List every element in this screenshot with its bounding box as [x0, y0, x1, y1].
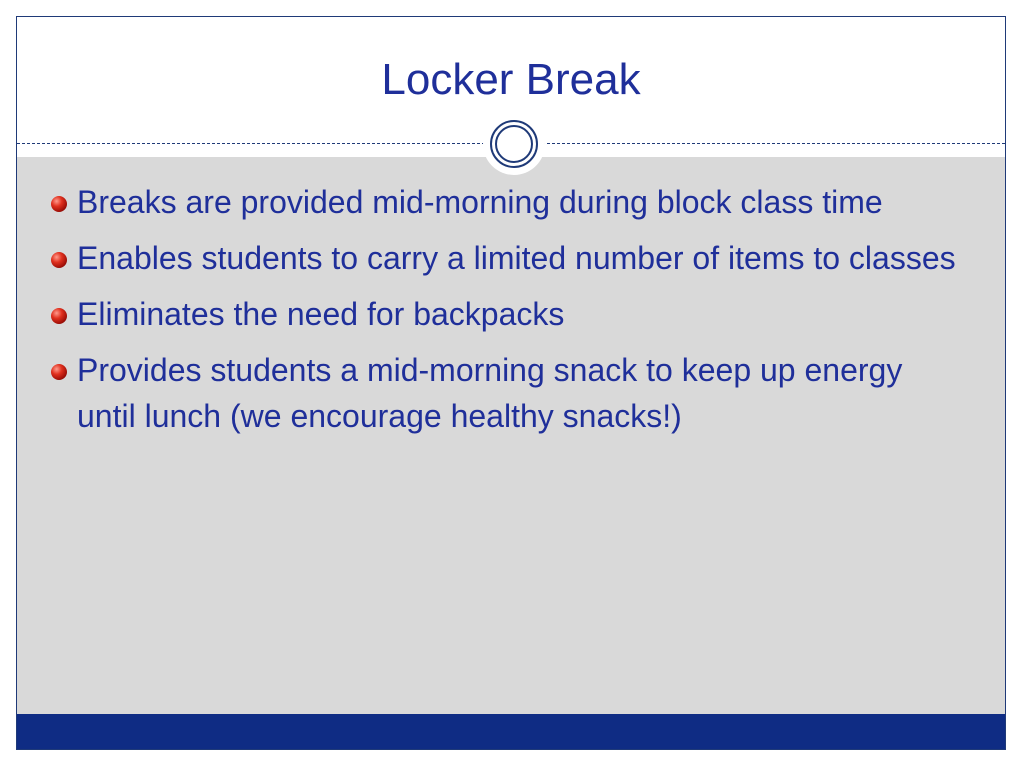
bullet-list — [47, 179, 967, 449]
ornament-outer-ring — [490, 120, 538, 168]
bullet-text: Enables students to carry a limited number of items to classes — [77, 240, 956, 276]
red-sphere-bullet-icon — [51, 364, 67, 380]
bullet-text: Provides students a mid-morning snack to keep up energy until lunch (we encourage healthy snacks!) — [77, 352, 903, 434]
ornament-inner-ring — [495, 125, 533, 163]
slide-frame — [16, 16, 1006, 750]
red-sphere-bullet-icon — [51, 308, 67, 324]
footer-bar — [17, 714, 1005, 749]
bullet-item — [47, 179, 967, 225]
bullet-item — [47, 235, 967, 281]
red-sphere-bullet-icon — [51, 252, 67, 268]
red-sphere-bullet-icon — [51, 196, 67, 212]
bullet-item — [47, 291, 967, 337]
bullet-item — [47, 347, 967, 439]
slide-title: Locker Break — [381, 55, 641, 104]
bullet-text: Eliminates the need for backpacks — [77, 296, 565, 332]
double-ring-ornament-icon — [483, 113, 545, 175]
bullet-text: Breaks are provided mid-morning during block class time — [77, 184, 883, 220]
